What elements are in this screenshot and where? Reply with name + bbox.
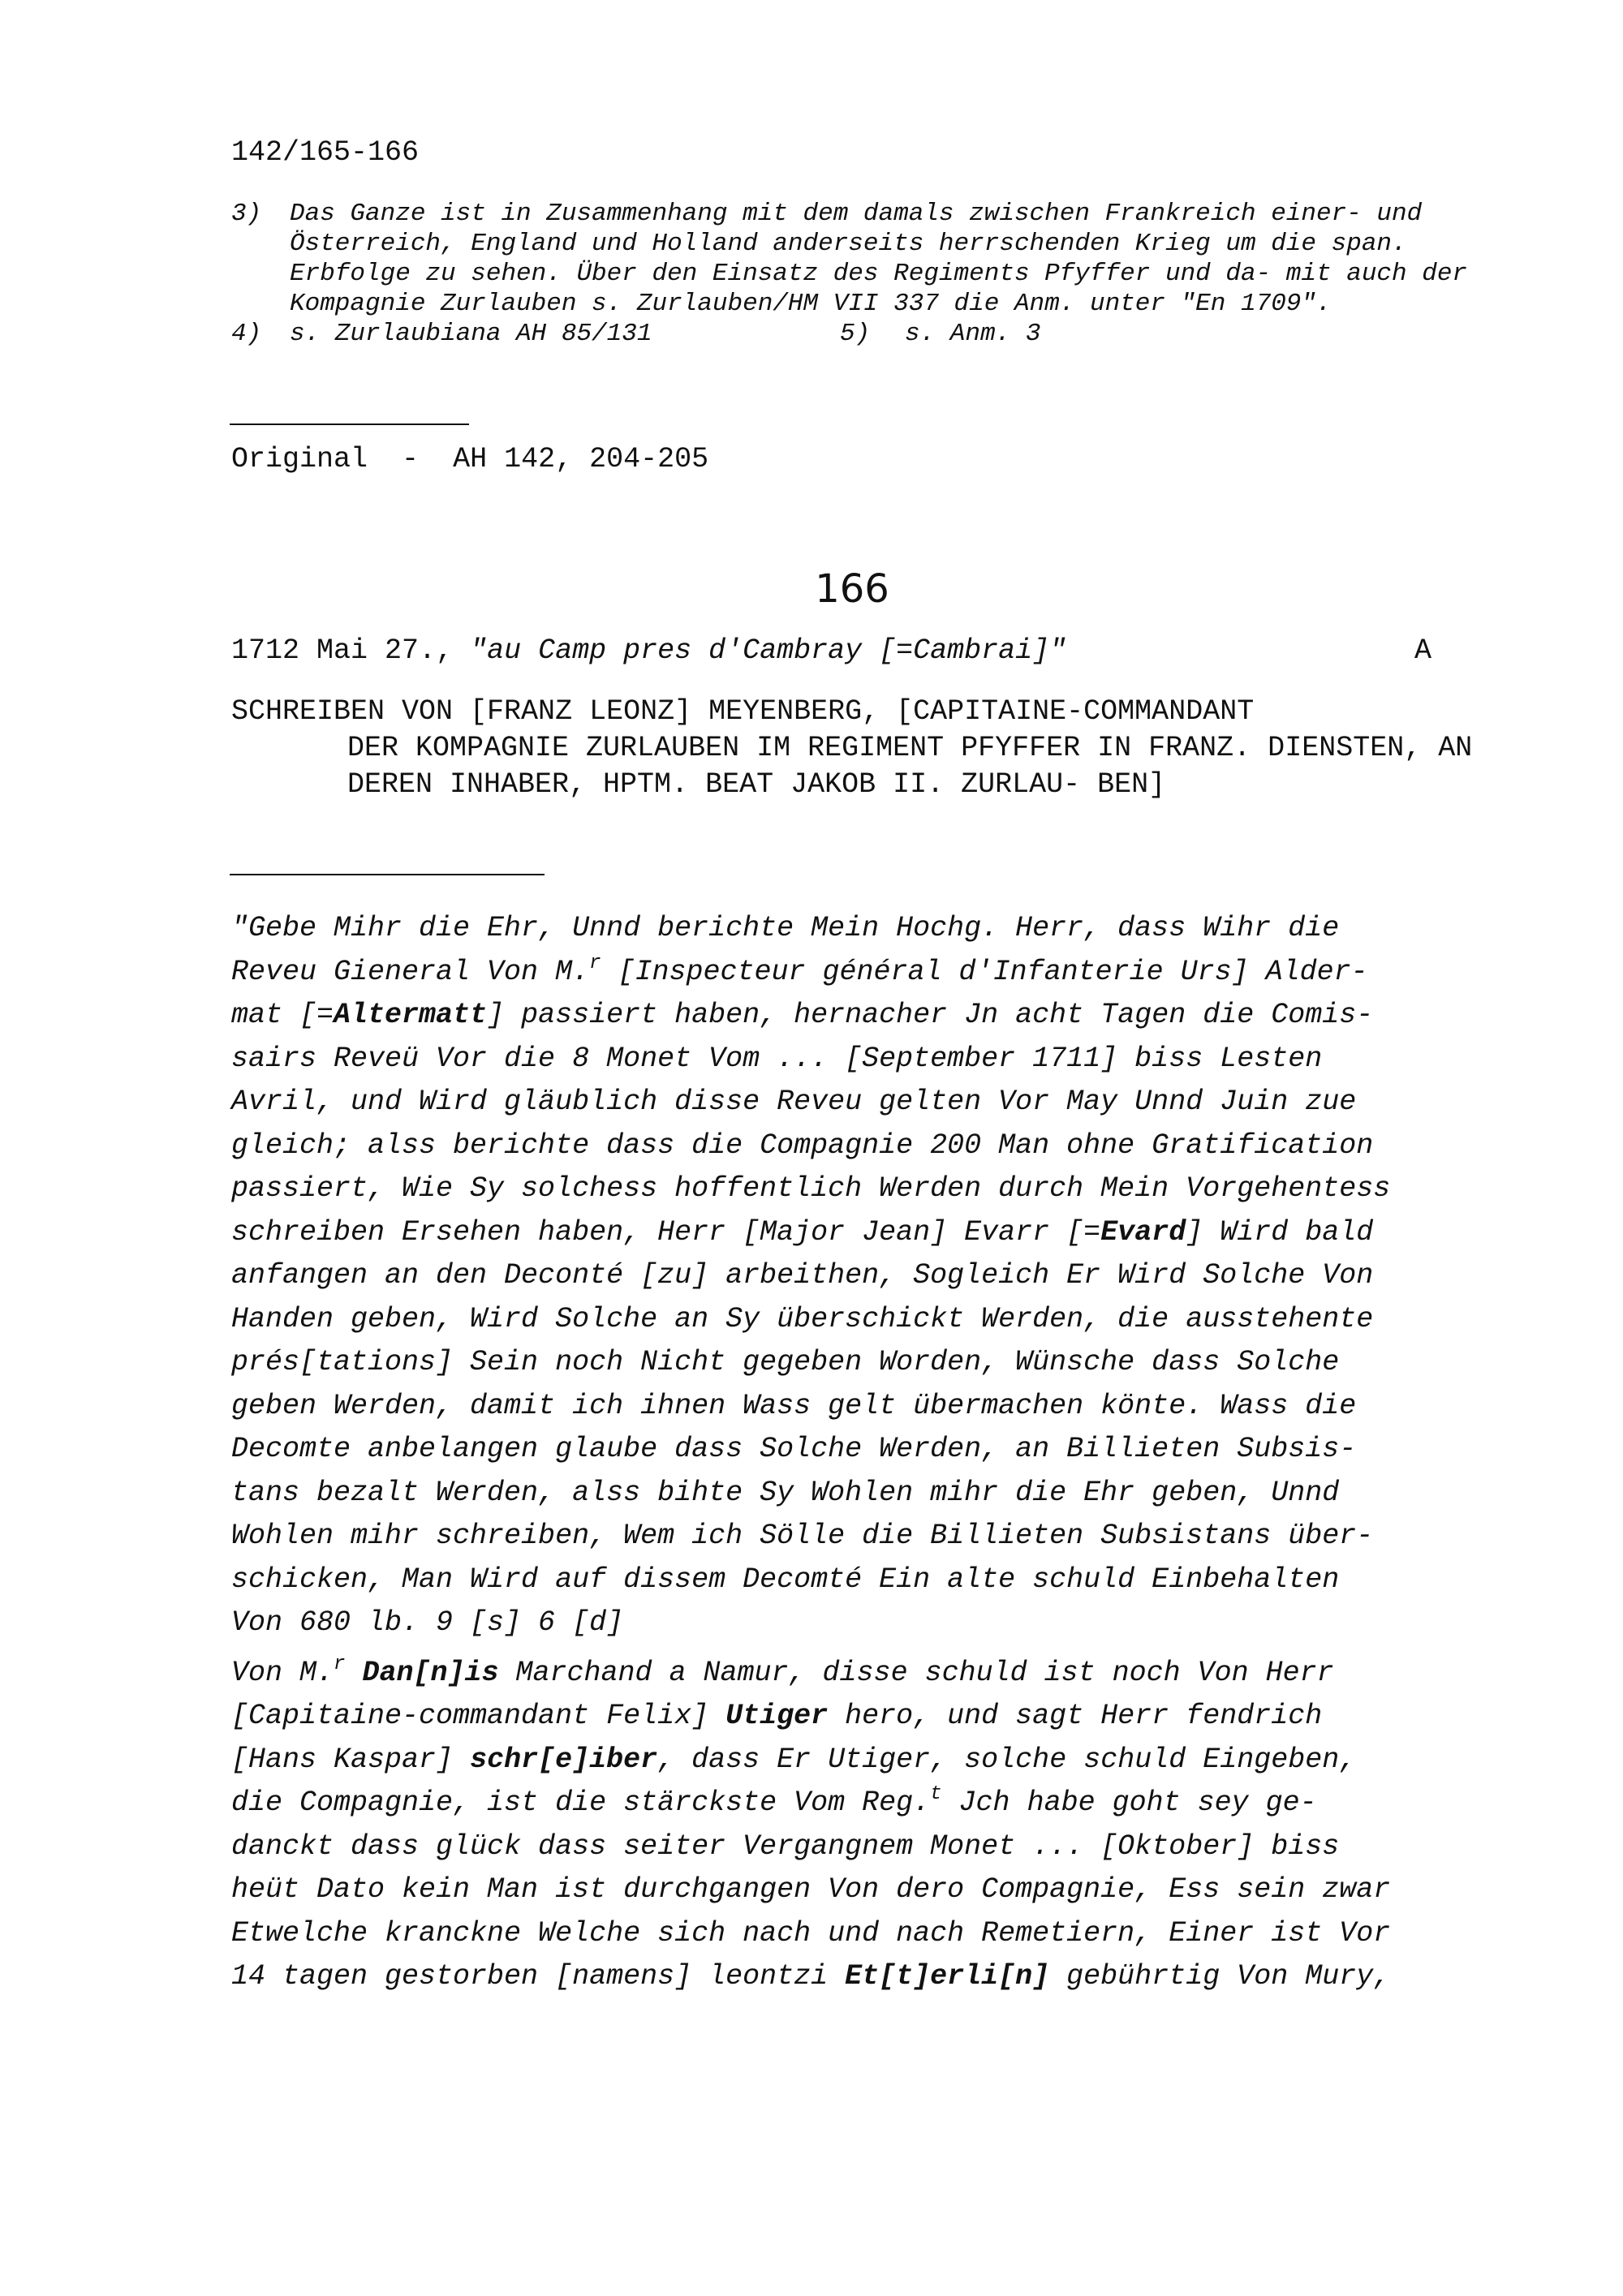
text-run: Reveu Gieneral Von M. bbox=[231, 955, 590, 988]
body-line: heüt Dato kein Man ist durchgangen Von dero Compagnie, Ess sein zwar bbox=[231, 1873, 1391, 1906]
text-run: mat [= bbox=[231, 999, 334, 1031]
date: 1712 Mai 27., bbox=[231, 634, 454, 667]
body-line: gleich; alss berichte dass die Compagnie 200 Man ohne Gratification bbox=[231, 1129, 1374, 1162]
body-line: schicken, Man Wird auf dissem Decomté Ein alte schuld Einbehalten bbox=[231, 1563, 1340, 1596]
footnote-number: 4) bbox=[231, 320, 262, 348]
text-run: gebührtig Von Mury, bbox=[1049, 1960, 1391, 1993]
body-line: tans bezalt Werden, alss bihte Sy Wohlen mihr die Ehr geben, Unnd bbox=[231, 1476, 1340, 1509]
text-run: 14 tagen gestorben [namens] leontzi bbox=[231, 1960, 846, 1993]
bold-name: Utiger bbox=[725, 1700, 829, 1732]
body-line: danckt dass glück dass seiter Vergangnem Monet ... [Oktober] biss bbox=[231, 1829, 1340, 1863]
body-line bbox=[231, 1955, 1497, 1999]
original-label: Original bbox=[231, 443, 368, 475]
text-run: ] Wird bald bbox=[1186, 1215, 1374, 1249]
body-line: Decomte anbelangen glaube dass Solche Werden, an Billieten Subsis- bbox=[231, 1433, 1357, 1465]
footnote-text: s. Zurlaubiana AH 85/131 bbox=[290, 320, 652, 348]
body-line: sairs Reveü Vor die 8 Monet Vom ... [September 1711] biss Lesten bbox=[231, 1042, 1323, 1075]
footnote-row-4-5 bbox=[231, 319, 1497, 349]
body-line: "Gebe Mihr die Ehr, Unnd berichte Mein Hochg. Herr, dass Wihr die bbox=[231, 912, 1340, 944]
bold-name: schr[e]iber bbox=[470, 1743, 658, 1776]
footnote-text: s. Anm. 3 bbox=[905, 320, 1041, 348]
original-reference: AH 142, 204-205 bbox=[453, 443, 709, 475]
footnote-text: Das Ganze ist in Zusammenhang mit dem damals zwischen Frankreich einer- und Österreich, England und Holland anderseits herrschenden Krieg um die span. Erbfolge zu sehen. Über den Einsatz des Regiments Pfyffer und da- mit auch der Kompagnie Zurlauben s. Zurlauben/HM VII 337 die Anm. unter "En 1709". bbox=[290, 200, 1468, 318]
separator-rule bbox=[230, 424, 469, 425]
body-line bbox=[231, 1652, 1497, 1696]
body-line: Wohlen mihr schreiben, Wem ich Sölle die Billieten Subsistans über- bbox=[231, 1520, 1374, 1552]
superscript: r bbox=[589, 952, 601, 974]
body-line: geben Werden, damit ich ihnen Wass gelt übermachen könte. Wass die bbox=[231, 1389, 1357, 1422]
body-line: Handen geben, Wird Solche an Sy überschickt Werden, die ausstehente bbox=[231, 1302, 1374, 1335]
text-run: schreiben Ersehen haben, Herr [Major Jean] Evarr [= bbox=[231, 1215, 1101, 1249]
footnote-number: 5) bbox=[840, 320, 871, 348]
bold-name: Altermatt bbox=[334, 999, 488, 1031]
classification-letter: A bbox=[1414, 634, 1432, 667]
original-dash: - bbox=[402, 443, 420, 475]
dateline bbox=[231, 634, 1066, 667]
footnote-5 bbox=[840, 319, 1040, 349]
separator-rule bbox=[230, 874, 545, 875]
text-run: [Hans Kaspar] bbox=[231, 1743, 471, 1776]
body-line: anfangen an den Deconté [zu] arbeithen, Sogleich Er Wird Solche Von bbox=[231, 1259, 1374, 1292]
text-run: Marchand a Namur, disse schuld ist noch Von Herr bbox=[498, 1656, 1334, 1689]
title-first-line: SCHREIBEN VON [FRANZ LEONZ] MEYENBERG, [CAPITAINE-COMMANDANT bbox=[231, 695, 1255, 728]
body-line bbox=[231, 951, 1497, 995]
text-run: [Inspecteur général d'Infanterie Urs] Alder- bbox=[601, 955, 1368, 988]
title-continuation: DER KOMPAGNIE ZURLAUBEN IM REGIMENT PFYFFER IN FRANZ. DIENSTEN, AN DEREN INHABER, HPTM. BEAT JAKOB II. ZURLAU- BEN] bbox=[347, 732, 1473, 801]
body-line bbox=[231, 1782, 1497, 1825]
footnote-4 bbox=[231, 319, 840, 349]
body-line bbox=[231, 1211, 1497, 1255]
text-run: hero, und sagt Herr fendrich bbox=[828, 1700, 1323, 1732]
text-run bbox=[345, 1657, 362, 1689]
body-line: Etwelche kranckne Welche sich nach und nach Remetiern, Einer ist Vor bbox=[231, 1916, 1391, 1950]
page-reference: 142/165-166 bbox=[231, 136, 420, 169]
body-line: prés[tations] Sein noch Nicht gegeben Worden, Wünsche dass Solche bbox=[231, 1346, 1340, 1378]
body-line: passiert, Wie Sy solchess hoffentlich Werden durch Mein Vorgehentess bbox=[231, 1172, 1391, 1205]
document-number: 166 bbox=[815, 566, 889, 612]
footnote-number: 3) bbox=[231, 200, 262, 228]
body-line: Von 680 lb. 9 [s] 6 [d] bbox=[231, 1606, 624, 1639]
text-run: , dass Er Utiger, solche schuld Eingeben, bbox=[657, 1743, 1357, 1776]
superscript: r bbox=[334, 1653, 346, 1675]
text-run: ] passiert haben, hernacher Jn acht Tagen die Comis- bbox=[487, 999, 1374, 1031]
text-run: Jch habe goht sey ge- bbox=[941, 1786, 1317, 1819]
place: "au Camp pres d'Cambray [=Cambrai]" bbox=[470, 634, 1067, 667]
footnote-3 bbox=[231, 199, 1497, 319]
text-run: [Capitaine-commandant Felix] bbox=[231, 1700, 726, 1732]
text-run: die Compagnie, ist die stärckste Vom Reg. bbox=[231, 1786, 931, 1819]
bold-name: Evard bbox=[1100, 1215, 1186, 1249]
original-source-line bbox=[231, 443, 708, 475]
body-line bbox=[231, 1739, 1497, 1782]
text-run: Von M. bbox=[231, 1656, 334, 1689]
bold-name: Et[t]erli[n] bbox=[845, 1960, 1050, 1993]
footnotes bbox=[231, 199, 1497, 349]
superscript: t bbox=[930, 1783, 942, 1805]
bold-name: Dan[n]is bbox=[362, 1656, 499, 1689]
body-line bbox=[231, 994, 1497, 1038]
body-line bbox=[231, 1695, 1497, 1739]
document-title bbox=[231, 694, 1481, 803]
letter-body bbox=[231, 907, 1497, 1999]
body-line: Avril, und Wird gläublich disse Reveu gelten Vor May Unnd Juin zue bbox=[231, 1086, 1357, 1118]
